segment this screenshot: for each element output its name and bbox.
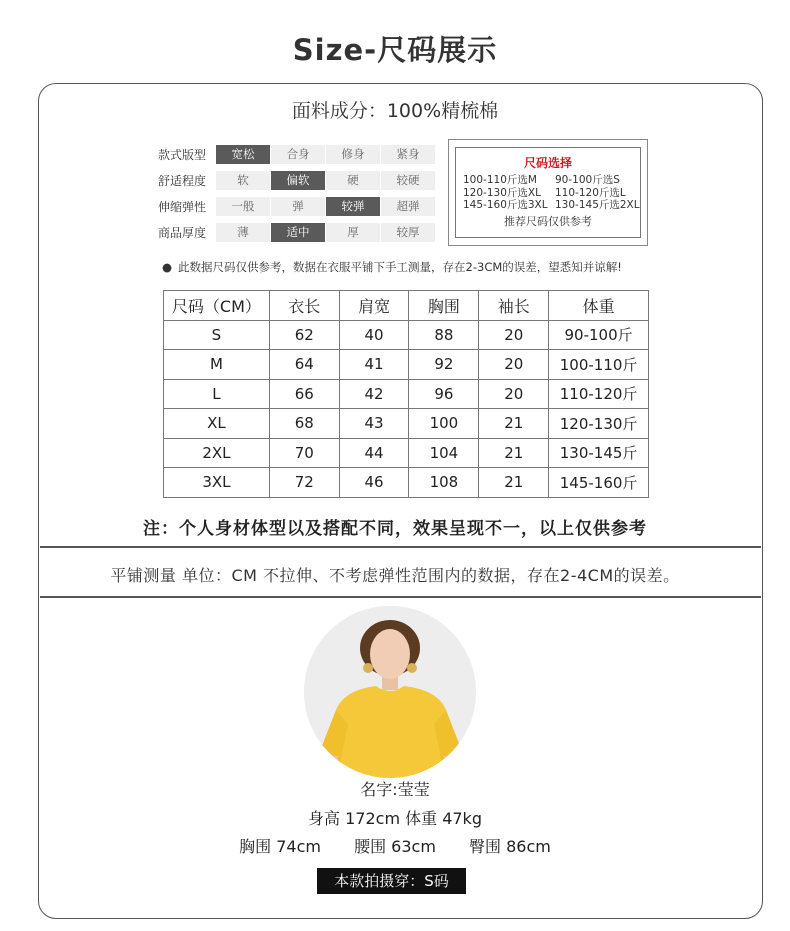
wearing-size-badge: 本款拍摄穿：S码 [317,868,466,894]
attribute-option-selected: 较弹 [326,197,380,216]
fabric-composition: 面料成分：100%精梳棉 [291,100,499,122]
table-row [164,409,649,439]
disclaimer-text: 此数据尺码仅供参考，数据在衣服平铺下手工测量，存在2-3CM的误差，望悉知并谅解! [178,260,622,274]
model-waist: 腰围 63cm [354,837,436,856]
table-cell: 70 [269,438,339,468]
size-choice-item: 90-100斤选S [555,174,620,186]
model-chest: 胸围 74cm [239,837,321,856]
table-cell: 120-130斤 [549,409,649,439]
table-header-cell: 肩宽 [339,291,409,321]
table-header-row [164,291,649,321]
size-choice-title: 尺码选择 [523,156,572,170]
size-choice-item: 145-160斤选3XL [463,199,548,211]
attribute-option: 合身 [271,145,325,164]
size-choice-item: 120-130斤选XL [463,186,541,199]
table-header-cell: 袖长 [479,291,549,321]
attribute-option: 硬 [326,171,380,190]
attribute-row [158,193,436,219]
size-choice-grid [456,174,640,212]
table-header-cell: 胸围 [409,291,479,321]
table-cell: 145-160斤 [549,468,649,498]
table-cell: 20 [479,379,549,409]
table-header-cell: 体重 [549,291,649,321]
table-cell: L [164,379,270,409]
size-choice-item: 110-120斤选L [555,186,626,199]
table-row [164,350,649,380]
table-row [164,379,649,409]
table-cell: 100-110斤 [549,350,649,380]
attribute-option: 较硬 [381,171,435,190]
divider [40,596,761,598]
size-choice-box [448,139,648,246]
table-cell: 110-120斤 [549,379,649,409]
size-choice-item: 100-110斤选M [463,174,537,186]
attribute-option: 超弹 [381,197,435,216]
table-row [164,320,649,350]
table-cell: 88 [409,320,479,350]
attribute-grid [158,141,436,245]
table-cell: 42 [339,379,409,409]
attribute-option-selected: 适中 [271,223,325,242]
table-row [164,438,649,468]
table-cell: 43 [339,409,409,439]
attribute-row [158,167,436,193]
table-cell: 44 [339,438,409,468]
table-cell: S [164,320,270,350]
attribute-option: 软 [216,171,270,190]
table-cell: XL [164,409,270,439]
table-cell: 90-100斤 [549,320,649,350]
table-cell: 62 [269,320,339,350]
size-choice-note: 推荐尺码仅供参考 [504,214,592,228]
attribute-option: 紧身 [381,145,435,164]
page-title: Size-尺码展示 [292,33,498,67]
table-header-cell: 尺码（CM） [164,291,270,321]
table-cell: 2XL [164,438,270,468]
table-cell: 100 [409,409,479,439]
table-cell: 72 [269,468,339,498]
table-cell: 68 [269,409,339,439]
attribute-row [158,219,436,245]
model-photo [304,606,476,778]
attribute-option: 厚 [326,223,380,242]
table-row [164,468,649,498]
table-cell: 96 [409,379,479,409]
table-cell: 21 [479,438,549,468]
table-cell: 64 [269,350,339,380]
disclaimer [162,259,622,275]
attribute-label: 商品厚度 [158,225,207,240]
bullet-icon: ● [162,260,173,274]
table-cell: 46 [339,468,409,498]
measurement-note: 平铺测量 单位：CM 不拉伸、不考虑弹性范围内的数据，存在2-4CM的误差。 [110,566,680,585]
table-cell: 66 [269,379,339,409]
table-cell: 108 [409,468,479,498]
divider [40,546,761,548]
attribute-row [158,141,436,167]
attribute-option: 修身 [326,145,380,164]
size-table [163,290,649,498]
attribute-option: 一般 [216,197,270,216]
attribute-label: 伸缩弹性 [158,199,207,214]
table-cell: 104 [409,438,479,468]
table-cell: 21 [479,468,549,498]
model-illustration-icon [304,606,476,778]
attribute-option: 较厚 [381,223,435,242]
model-measurements [0,834,790,857]
table-header-cell: 衣长 [269,291,339,321]
size-choice-item: 130-145斤选2XL [555,199,640,211]
attribute-option: 弹 [271,197,325,216]
size-choice-inner [455,147,641,238]
model-height-weight: 身高 172cm 体重 47kg [308,809,482,828]
table-cell: 20 [479,350,549,380]
attribute-option-selected: 偏软 [271,171,325,190]
attribute-label: 款式版型 [158,147,207,162]
model-name: 名字:莹莹 [360,780,430,799]
table-cell: M [164,350,270,380]
table-cell: 41 [339,350,409,380]
table-cell: 130-145斤 [549,438,649,468]
fit-note: 注：个人身材体型以及搭配不同，效果呈现不一，以上仅供参考 [143,519,647,539]
table-cell: 3XL [164,468,270,498]
attribute-label: 舒适程度 [158,173,207,188]
table-cell: 20 [479,320,549,350]
table-cell: 21 [479,409,549,439]
attribute-option: 薄 [216,223,270,242]
attribute-option-selected: 宽松 [216,145,270,164]
model-hip: 臀围 86cm [469,837,551,856]
table-cell: 40 [339,320,409,350]
table-cell: 92 [409,350,479,380]
